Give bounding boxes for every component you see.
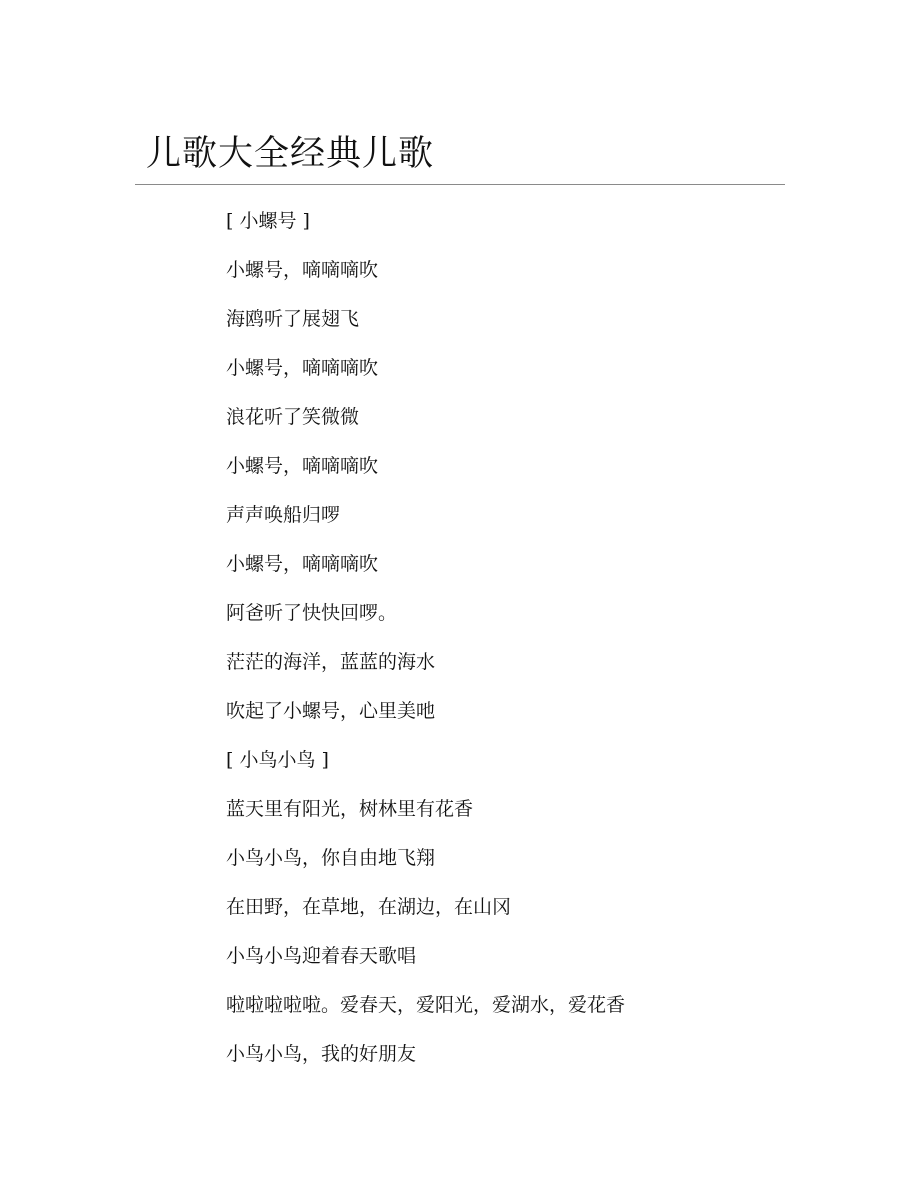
lyric-line: 茫茫的海洋，蓝蓝的海水 — [226, 651, 436, 673]
lyric-line: 吹起了小螺号，心里美吔 — [226, 700, 436, 722]
lyric-line: 在田野，在草地，在湖边，在山冈 — [226, 896, 512, 918]
lyric-line: 小螺号，嘀嘀嘀吹 — [226, 357, 379, 379]
lyric-line: 阿爸听了快快回啰。 — [226, 602, 398, 624]
lyric-line: 小螺号，嘀嘀嘀吹 — [226, 259, 379, 281]
title-divider — [135, 184, 785, 185]
lyric-line: 海鸥听了展翅飞 — [226, 308, 360, 330]
lyric-line: 小鸟小鸟迎着春天歌唱 — [226, 945, 417, 967]
lyric-line: 啦啦啦啦啦。爱春天，爱阳光，爱湖水，爱花香 — [226, 994, 626, 1016]
lyric-line: 小鸟小鸟，我的好朋友 — [226, 1043, 417, 1065]
lyric-line: 小螺号，嘀嘀嘀吹 — [226, 455, 379, 477]
section-heading: [ 小螺号 ] — [226, 210, 310, 232]
section-heading: [ 小鸟小鸟 ] — [226, 749, 329, 771]
document-title: 儿歌大全经典儿歌 — [146, 134, 435, 174]
song-lines — [226, 207, 625, 1089]
lyric-line: 浪花听了笑微微 — [226, 406, 360, 428]
lyric-line: 小鸟小鸟，你自由地飞翔 — [226, 847, 436, 869]
lyric-line: 小螺号，嘀嘀嘀吹 — [226, 553, 379, 575]
lyric-line: 声声唤船归啰 — [226, 504, 341, 526]
lyric-line: 蓝天里有阳光，树林里有花香 — [226, 798, 474, 820]
